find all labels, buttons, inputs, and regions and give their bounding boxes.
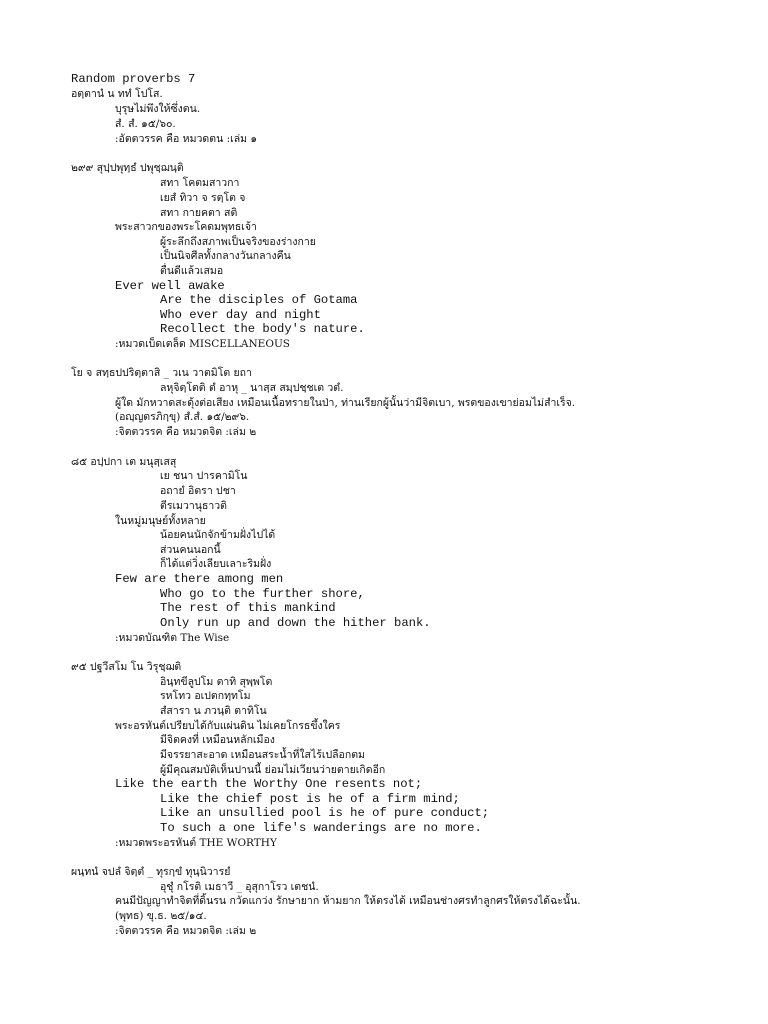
reference-line: (อญฺญตรภิกฺขุ) สํ.สํ. ๑๕/๒๙๖. <box>115 411 250 423</box>
text-line: พระสาวกของพระโคดมพุทธเจ้า <box>115 221 257 233</box>
text-line: อถายํ อิตรา ปชา <box>160 485 236 497</box>
english-line: Like the chief post is he of a firm mind; <box>160 792 460 806</box>
text-line: ตีรเมวานุธาวติ <box>160 500 227 512</box>
category-line: :หมวดเบ็ดเตล็ด MISCELLANEOUS <box>115 338 290 350</box>
category-line: :หมวดพระอรหันต์ THE WORTHY <box>115 837 277 849</box>
text-line: ตื่นดีแล้วเสมอ <box>160 265 224 277</box>
text-line: ผู้ใด มักหวาดสะดุ้งต่อเสียง เหมือนเนื้อทรายในป่า, ท่านเรียกผู้นั้นว่ามีจิตเบา, พรตของเขาย่อมไม่สำเร็จ. <box>115 397 576 409</box>
category-line: :อัตตวรรค คือ หมวดตน :เล่ม ๑ <box>115 133 258 145</box>
english-line: Like the earth the Worthy One resents not; <box>115 777 423 791</box>
english-line: Recollect the body's nature. <box>160 322 365 336</box>
text-line: สทา โคตมสาวกา <box>160 177 240 189</box>
text-line: เย ชนา ปารคามิโน <box>160 470 248 482</box>
english-line: Ever well awake <box>115 279 225 293</box>
text-line: น้อยคนนักจักข้ามฝั่งไปได้ <box>160 529 276 541</box>
english-line: Only run up and down the hither bank. <box>160 616 431 630</box>
text-line: เป็นนิจศีลทั้งกลางวันกลางคืน <box>160 250 291 262</box>
text-line: พระอรหันต์เปรียบได้กับแผ่นดิน ไม่เคยโกรธขึ้งใคร <box>115 720 341 732</box>
text-line: ผนฺทนํ จปลํ จิตฺตํ _ ทุรกฺขํ ทุนฺนิวารยํ <box>71 866 231 878</box>
text-line: อตฺตานํ น ททํ โปโส. <box>71 88 163 100</box>
text-line: รหโทว อเปตกทฺทโม <box>160 690 251 702</box>
text-line: สํสารา น ภวนฺติ ตาทิโน <box>160 705 267 717</box>
english-line: Few are there among men <box>115 572 284 586</box>
text-line: โย จ สทฺธปปริตฺตาสิ _ วเน วาตมิโต ยถา <box>71 367 252 379</box>
reference-line: สํ. สํ. ๑๕/๖๐. <box>115 118 176 130</box>
text-line: ๒๙๙ สุปฺปพุทฺธํ ปพุชฺฌนฺติ <box>71 162 184 174</box>
english-line: Like an unsullied pool is he of pure conduct; <box>160 806 490 820</box>
english-line: The rest of this mankind <box>160 601 336 615</box>
category-line: :จิตตวรรค คือ หมวดจิต :เล่ม ๒ <box>115 426 257 438</box>
text-line: มีจิตคงที่ เหมือนหลักเมือง <box>160 734 275 746</box>
text-line: บุรุษไม่พึงให้ซึ่งตน. <box>115 103 201 115</box>
category-line: :หมวดบัณฑิต The Wise <box>115 632 230 644</box>
reference-line: (พุทธ) ขุ.ธ. ๒๕/๑๔. <box>115 910 207 922</box>
text-line: ๙๕ ปฐวีสโม โน วิรุชฺฌติ <box>71 661 182 673</box>
text-line: ก็ได้แต่วิ่งเลียบเลาะริมฝั่ง <box>160 558 272 570</box>
text-line: ๘๕ อปฺปกา เต มนุสฺเสสุ <box>71 456 177 468</box>
text-line: อุชุํ กโรติ เมธาวี _ อุสุกาโรว เตชนํ. <box>160 881 319 893</box>
text-line: ผู้ระลึกถึงสภาพเป็นจริงของร่างกาย <box>160 236 316 248</box>
text-line: เยสํ ทิวา จ รตฺโต จ <box>160 192 246 204</box>
text-line: คนมีปัญญาทำจิตที่ดิ้นรน กวัดแกว่ง รักษายาก ห้ามยาก ให้ตรงได้ เหมือนช่างศรทำลูกศรให้ตรงได้ฉะนั้น. <box>115 895 581 907</box>
english-line: Who go to the further shore, <box>160 587 365 601</box>
text-line: ในหมู่มนุษย์ทั้งหลาย <box>115 515 206 527</box>
text-line: อินฺทขีลูปโม ตาทิ สุพฺพโต <box>160 676 273 688</box>
text-line: ส่วนคนนอกนี้ <box>160 544 221 556</box>
english-line: To such a one life's wanderings are no more. <box>160 821 482 835</box>
text-line: ผู้มีคุณสมบัติเห็นปานนี้ ย่อมไม่เวียนว่ายตายเกิดอีก <box>160 764 386 776</box>
english-line: Who ever day and night <box>160 308 321 322</box>
text-line: สทา กายคตา สติ <box>160 207 238 219</box>
category-line: :จิตตวรรค คือ หมวดจิต :เล่ม ๒ <box>115 925 257 937</box>
text-line: มีจรรยาสะอาด เหมือนสระน้ำที่ใสไร้เปลือกตม <box>160 749 365 761</box>
document-title: Random proverbs 7 <box>71 72 196 86</box>
text-line: ลหุจิตฺโตติ ตํ อาหุ _ นาสฺส สมฺปชฺชเต วตํ. <box>160 382 344 394</box>
english-line: Are the disciples of Gotama <box>160 293 358 307</box>
